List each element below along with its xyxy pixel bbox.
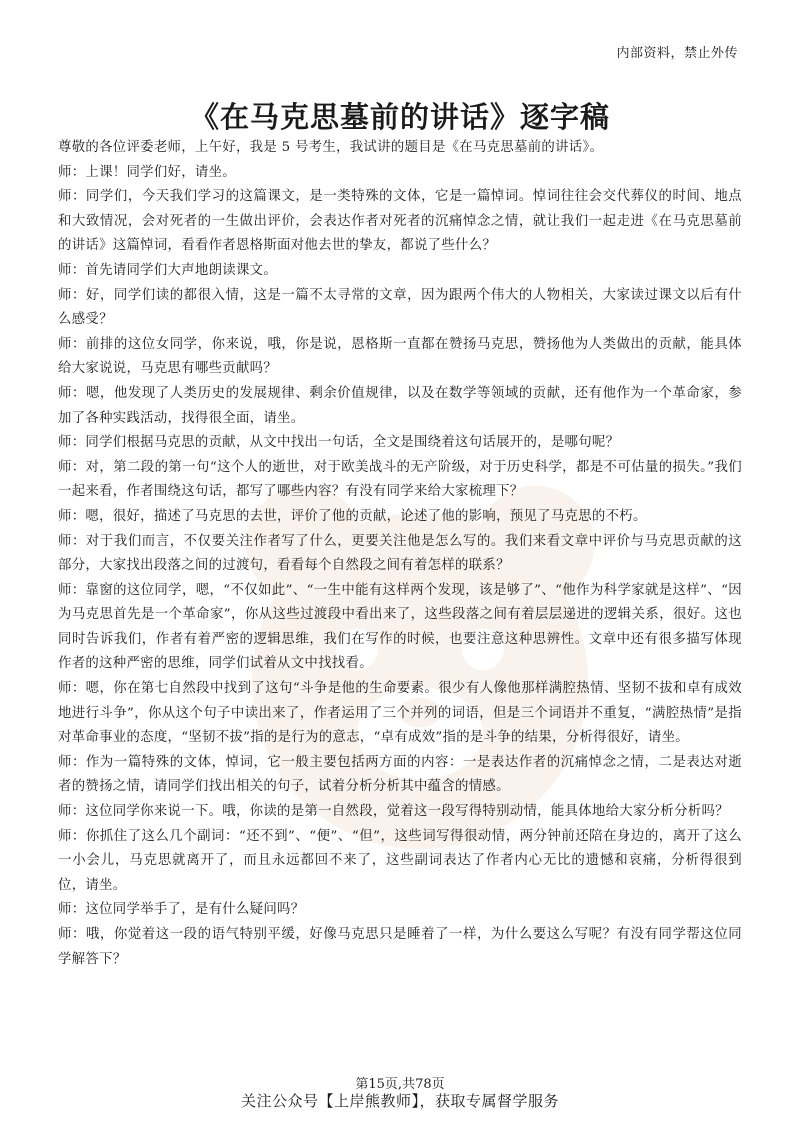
paragraph: 师：这位同学举手了，是有什么疑问吗？ — [58, 902, 305, 918]
paragraph: 师：对于我们而言，不仅要关注作者写了什么，更要关注他是怎么写的。我们来看文章中评价与马克思贡献的这部分，大家找出段落之间的过渡句，看看每个自然段之间有着怎样的联系？ — [58, 533, 742, 574]
paragraph: 师：哦，你觉着这一段的语气特别平缓，好像马克思只是睡着了一样，为什么要这么写呢？有没有同学帮这位同学解答下？ — [58, 927, 742, 967]
document-title: 《在马克思墓前的讲话》逐字稿 — [189, 100, 610, 135]
paragraph: 师：同学们，今天我们学习的这篇课文，是一类特殊的文体，它是一篇悼词。悼词往往会交代葬仪的时间、地点和大致情况，会对死者的一生做出评价，会表达作者对死者的沉痛悼念之情，就让我们一起走进《在马克思墓前的讲话》这篇悼词，看看作者恩格斯面对他去世的挚友，都说了些什么？ — [58, 189, 742, 254]
paragraph: 师：嗯，你在第七自然段中找到了这句“斗争是他的生命要素。很少有人像他那样满腔热情、坚韧不拔和卓有成效地进行斗争”，你从这个句子中读出来了，作者运用了三个并列的词语，但是三个词语并不重复，“满腔热情”是指对革命事业的态度，“坚韧不拔”指的是行为的意志，“卓有成效”指的是斗争的结果，分析得很好，请坐。 — [58, 681, 742, 746]
transcript-body — [58, 136, 742, 972]
paragraph: 师：作为一篇特殊的文体，悼词，它一般主要包括两方面的内容：一是表达作者的沉痛悼念之情，二是表达对逝者的赞扬之情，请同学们找出相关的句子，试着分析分析其中蕴含的情感。 — [58, 754, 742, 795]
paragraph: 师：这位同学你来说一下。哦，你读的是第一自然段，觉着这一段写得特别动情，能具体地给大家分析分析吗？ — [58, 804, 729, 820]
paragraph: 师：首先请同学们大声地朗读课文。 — [58, 262, 278, 278]
paragraph: 师：上课！同学们好，请坐。 — [58, 164, 236, 180]
paragraph: 师：靠窗的这位同学，嗯，“不仅如此”、“一生中能有这样两个发现，该是够了”、“他作为科学家就是这样”、“因为马克思首先是一个革命家”，你从这些过渡段中看出来了，这些段落之间有着层层递进的逻辑关系，很好。这也同时告诉我们，作者有着严密的逻辑思维，我们在写作的时候，也要注意这种思辨性。文章中还有很多描写体现作者的这种严密的思维，同学们试着从文中找找看。 — [58, 582, 742, 672]
paragraph: 师：嗯，很好，描述了马克思的去世，评价了他的贡献，论述了他的影响，预见了马克思的不朽。 — [58, 508, 647, 524]
paragraph: 师：好，同学们读的都很入情，这是一篇不太寻常的文章，因为跟两个伟大的人物相关，大家读过课文以后有什么感受？ — [58, 287, 742, 328]
paragraph: 师：前排的这位女同学，你来说，哦，你是说，恩格斯一直都在赞扬马克思，赞扬他为人类做出的贡献，能具体给大家说说，马克思有哪些贡献吗？ — [58, 336, 742, 377]
paragraph: 师：同学们根据马克思的贡献，从文中找出一句话，全文是围绕着这句话展开的，是哪句呢？ — [58, 435, 620, 451]
confidential-note: 内部资料，禁止外传 — [616, 46, 738, 61]
page-number: 第15页,共78页 — [355, 1077, 445, 1092]
paragraph: 师：你抓住了这么几个副词：“还不到”、“便”、“但”，这些词写得很动情，两分钟前还陪在身边的，离开了这么一小会儿，马克思就离开了，而且永远都回不来了，这些副词表达了作者内心无比的遗憾和哀痛，分析得很到位，请坐。 — [58, 828, 742, 893]
paragraph: 师：对，第二段的第一句“这个人的逝世，对于欧美战斗的无产阶级，对于历史科学，都是不可估量的损失。”我们一起来看，作者围绕这句话，都写了哪些内容？有没有同学来给大家梳理下？ — [58, 459, 742, 500]
paragraph: 尊敬的各位评委老师，上午好，我是 5 号考生，我试讲的题目是《在马克思墓前的讲话》。 — [58, 140, 604, 155]
paragraph: 师：嗯，他发现了人类历史的发展规律、剩余价值规律，以及在数学等领域的贡献，还有他作为一个革命家，参加了各种实践活动，找得很全面，请坐。 — [58, 385, 742, 426]
footer-promo: 关注公众号【上岸熊教师】，获取专属督学服务 — [240, 1092, 559, 1110]
